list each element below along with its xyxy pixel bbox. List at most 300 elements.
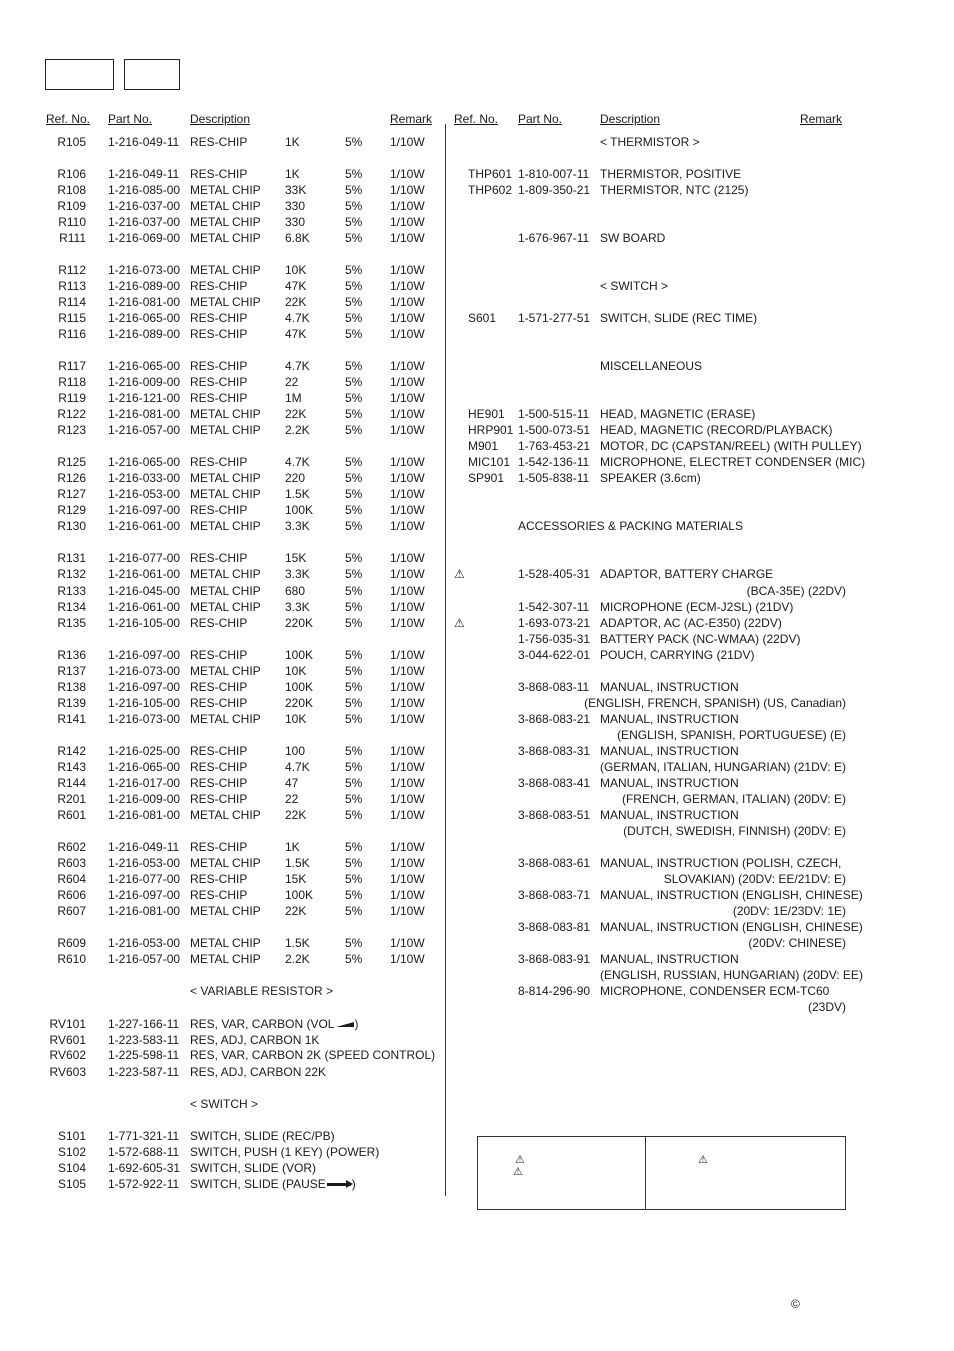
ref-no: R610: [57, 952, 86, 966]
description: [190, 583, 261, 599]
table-row: [46, 679, 446, 695]
table-row: [46, 807, 446, 823]
description: [190, 454, 247, 470]
table-row: [46, 791, 446, 807]
table-row: [454, 903, 846, 919]
description-tail: ): [354, 1017, 359, 1031]
left-header-desc: Description: [190, 112, 251, 126]
value: 47K: [285, 279, 307, 293]
wattage: 1/10W: [390, 904, 425, 918]
table-row: [454, 615, 846, 631]
tolerance: 5%: [345, 231, 363, 245]
wattage: 1/10W: [390, 487, 425, 501]
description-text: RES-CHIP: [190, 167, 248, 181]
table-row: [46, 1032, 446, 1048]
table-row: [46, 871, 446, 887]
table-row: [454, 823, 846, 839]
part-no: 1-216-081-00: [108, 904, 181, 918]
tolerance: 5%: [345, 600, 363, 614]
tolerance: 5%: [345, 311, 363, 325]
part-no: 1-216-049-11: [108, 840, 180, 854]
description: ADAPTOR, AC (AC-E350) (22DV): [600, 616, 782, 630]
part-no: 1-693-073-21: [518, 616, 591, 630]
value: 22: [285, 375, 299, 389]
wattage: 1/10W: [390, 551, 425, 565]
description: POUCH, CARRYING (21DV): [600, 648, 755, 662]
description-text: METAL CHIP: [190, 904, 261, 918]
table-row: [46, 294, 446, 310]
tolerance: 5%: [345, 567, 363, 581]
description: MANUAL, INSTRUCTION: [600, 808, 739, 822]
tolerance: 5%: [345, 407, 363, 421]
remark: (DUTCH, SWEDISH, FINNISH) (20DV: E): [623, 824, 846, 838]
table-row: [454, 855, 846, 871]
page-box: [124, 59, 180, 90]
ref-no: R604: [57, 872, 86, 886]
wattage: 1/10W: [390, 295, 425, 309]
tolerance: 5%: [345, 359, 363, 373]
ref-no: R115: [58, 311, 86, 325]
description: [190, 1032, 319, 1048]
table-row: [454, 679, 846, 695]
description-text: RES, ADJ, CARBON 22K: [190, 1065, 327, 1079]
part-no: 1-223-583-11: [108, 1033, 180, 1047]
tolerance: 5%: [345, 680, 363, 694]
ref-no: R106: [57, 167, 86, 181]
value: 3.3K: [285, 600, 310, 614]
ref-no: R109: [57, 199, 86, 213]
wattage: 1/10W: [390, 423, 425, 437]
value: 330: [285, 215, 306, 229]
description: ADAPTOR, BATTERY CHARGE: [600, 567, 774, 581]
description-text: RES-CHIP: [190, 391, 248, 405]
ref-no: RV603: [49, 1065, 86, 1079]
description: [190, 502, 247, 518]
part-no: 1-216-105-00: [108, 616, 181, 630]
description-tail: ): [351, 1177, 356, 1191]
description: MOTOR, DC (CAPSTAN/REEL) (WITH PULLEY): [600, 439, 862, 453]
section-heading: < VARIABLE RESISTOR >: [190, 984, 333, 998]
remark: (ENGLISH, FRENCH, SPANISH) (US, Canadian): [584, 696, 846, 710]
value: 4.7K: [285, 760, 310, 774]
table-row: [454, 935, 846, 951]
description: [190, 871, 247, 887]
wattage: 1/10W: [390, 279, 425, 293]
table-row: [454, 438, 862, 454]
table-row: [46, 278, 446, 294]
tolerance: 5%: [345, 199, 363, 213]
ref-no: R601: [57, 808, 86, 822]
table-row: [46, 550, 446, 566]
part-no: 1-216-009-00: [108, 792, 181, 806]
table-row: [454, 454, 866, 470]
table-row: [46, 406, 446, 422]
table-row: [46, 1064, 446, 1080]
description-text: SWITCH, SLIDE (VOR): [190, 1161, 317, 1175]
description: [190, 887, 247, 903]
ref-no: R118: [58, 375, 86, 389]
part-no: 1-216-073-00: [108, 664, 181, 678]
description: [190, 470, 261, 486]
part-no: 3-868-083-11: [518, 680, 590, 694]
ref-no: THP601: [468, 167, 513, 181]
part-no: 1-572-922-11: [108, 1177, 180, 1191]
copyright-symbol: ©: [791, 1297, 800, 1311]
tolerance: 5%: [345, 455, 363, 469]
table-row: [46, 502, 446, 518]
part-no: 3-868-083-61: [518, 856, 591, 870]
wattage: 1/10W: [390, 888, 425, 902]
ref-no: HRP901: [468, 423, 514, 437]
description: SPEAKER (3.6cm): [600, 471, 701, 485]
table-row: [46, 230, 446, 246]
description: [190, 550, 247, 566]
description-text: SWITCH, SLIDE (PAUSE: [190, 1177, 326, 1191]
table-row: [454, 278, 846, 294]
table-row: [46, 182, 446, 198]
description: [190, 566, 261, 582]
tolerance: 5%: [345, 952, 363, 966]
wattage: 1/10W: [390, 567, 425, 581]
wattage: 1/10W: [390, 455, 425, 469]
value: 3.3K: [285, 567, 310, 581]
ref-no: R123: [57, 423, 86, 437]
tolerance: 5%: [345, 616, 363, 630]
part-no: 1-216-097-00: [108, 888, 181, 902]
value: 15K: [285, 872, 307, 886]
part-no: 1-216-017-00: [108, 776, 181, 790]
value: 22K: [285, 407, 307, 421]
value: 10K: [285, 664, 307, 678]
table-row: [46, 887, 446, 903]
wattage: 1/10W: [390, 600, 425, 614]
value: 47K: [285, 327, 307, 341]
description-text: METAL CHIP: [190, 664, 261, 678]
tolerance: 5%: [345, 375, 363, 389]
wattage: 1/10W: [390, 680, 425, 694]
wattage: 1/10W: [390, 183, 425, 197]
ref-no: R139: [57, 696, 86, 710]
description-text: RES-CHIP: [190, 311, 248, 325]
part-no: 8-814-296-90: [518, 984, 591, 998]
description: [190, 855, 261, 871]
ref-no: SP901: [468, 471, 505, 485]
tolerance: 5%: [345, 295, 363, 309]
ref-no: R122: [57, 407, 86, 421]
tolerance: 5%: [345, 471, 363, 485]
table-row: [46, 566, 446, 582]
part-no: 1-528-405-31: [518, 567, 591, 581]
description: [190, 1160, 316, 1176]
description: [190, 294, 261, 310]
description: [190, 1176, 356, 1192]
description: MICROPHONE (ECM-J2SL) (21DV): [600, 600, 794, 614]
table-row: [454, 951, 846, 967]
part-no: 1-216-053-00: [108, 856, 181, 870]
part-no: 1-216-089-00: [108, 279, 181, 293]
wattage: 1/10W: [390, 808, 425, 822]
value: 15K: [285, 551, 307, 565]
description: HEAD, MAGNETIC (ERASE): [600, 407, 756, 421]
tolerance: 5%: [345, 327, 363, 341]
part-no: 1-223-587-11: [108, 1065, 180, 1079]
wattage: 1/10W: [390, 616, 425, 630]
part-no: 1-756-035-31: [518, 632, 591, 646]
value: 2.2K: [285, 952, 310, 966]
table-row: [46, 775, 446, 791]
part-no: 3-868-083-31: [518, 744, 591, 758]
description: [190, 230, 261, 246]
tolerance: 5%: [345, 936, 363, 950]
description-text: RES-CHIP: [190, 455, 248, 469]
description-text: METAL CHIP: [190, 584, 261, 598]
description: MANUAL, INSTRUCTION (ENGLISH, CHINESE): [600, 920, 863, 934]
remark: (20DV: 1E/23DV: 1E): [732, 904, 846, 918]
description: SWITCH, SLIDE (REC TIME): [600, 311, 758, 325]
value: 2.2K: [285, 423, 310, 437]
ref-no: R108: [57, 183, 86, 197]
part-no: 1-216-045-00: [108, 584, 181, 598]
value: 1.5K: [285, 936, 310, 950]
part-no: 1-216-065-00: [108, 311, 181, 325]
remark: (FRENCH, GERMAN, ITALIAN) (20DV: E): [621, 792, 846, 806]
table-row: [454, 711, 846, 727]
part-no: 1-216-049-11: [108, 167, 180, 181]
description: [190, 1128, 335, 1144]
wattage: 1/10W: [390, 359, 425, 373]
description-text: METAL CHIP: [190, 423, 261, 437]
description: [190, 1144, 379, 1160]
value: 22K: [285, 295, 307, 309]
table-row: [454, 999, 846, 1015]
table-row: [46, 326, 446, 342]
ref-no: R117: [58, 359, 86, 373]
table-row: [46, 470, 446, 486]
description-text: RES-CHIP: [190, 375, 248, 389]
description-text: METAL CHIP: [190, 600, 261, 614]
tolerance: 5%: [345, 135, 363, 149]
ref-no: R137: [57, 664, 86, 678]
value: 6.8K: [285, 231, 310, 245]
description-text: RES-CHIP: [190, 872, 248, 886]
ref-no: R110: [58, 215, 86, 229]
wattage: 1/10W: [390, 391, 425, 405]
description-text: METAL CHIP: [190, 471, 261, 485]
part-no: 3-044-622-01: [518, 648, 591, 662]
tolerance: 5%: [345, 215, 363, 229]
part-no: 1-763-453-21: [518, 439, 591, 453]
wattage: 1/10W: [390, 648, 425, 662]
value: 1.5K: [285, 487, 310, 501]
wattage: 1/10W: [390, 327, 425, 341]
ref-no: HE901: [468, 407, 505, 421]
table-row: [454, 631, 846, 647]
description: MICROPHONE, ELECTRET CONDENSER (MIC): [600, 455, 866, 469]
wattage: 1/10W: [390, 263, 425, 277]
table-row: [46, 166, 446, 182]
part-no: 1-505-838-11: [518, 471, 590, 485]
wattage: 1/10W: [390, 744, 425, 758]
description-text: METAL CHIP: [190, 183, 261, 197]
part-no: ACCESSORIES & PACKING MATERIALS: [518, 519, 743, 533]
wattage: 1/10W: [390, 840, 425, 854]
tolerance: 5%: [345, 648, 363, 662]
value: 100: [285, 744, 306, 758]
tolerance: 5%: [345, 872, 363, 886]
ref-no: THP602: [468, 183, 513, 197]
part-no: 1-216-121-00: [108, 391, 181, 405]
part-no: 1-216-053-00: [108, 487, 181, 501]
description-text: METAL CHIP: [190, 487, 261, 501]
ref-no: R609: [57, 936, 86, 950]
part-no: 1-216-061-00: [108, 519, 181, 533]
right-header-part: Part No.: [518, 112, 563, 126]
description: MANUAL, INSTRUCTION (ENGLISH, CHINESE): [600, 888, 863, 902]
table-row: [454, 807, 846, 823]
table-row: [454, 727, 846, 743]
wattage: 1/10W: [390, 760, 425, 774]
tolerance: 5%: [345, 167, 363, 181]
part-no: 1-216-081-00: [108, 808, 181, 822]
table-row: [46, 134, 446, 150]
table-row: [46, 903, 446, 919]
table-row: [46, 390, 446, 406]
part-no: 1-216-081-00: [108, 295, 181, 309]
section-heading: < SWITCH >: [190, 1097, 259, 1111]
description-text: RES, ADJ, CARBON 1K: [190, 1033, 320, 1047]
table-row: [46, 711, 446, 727]
ref-no: R136: [57, 648, 86, 662]
tolerance: 5%: [345, 487, 363, 501]
table-row: [46, 262, 446, 278]
wattage: 1/10W: [390, 215, 425, 229]
value: 4.7K: [285, 359, 310, 373]
right-header-ref: Ref. No.: [454, 112, 499, 126]
table-row: [454, 695, 846, 711]
description: MANUAL, INSTRUCTION: [600, 776, 739, 790]
value: 220K: [285, 696, 314, 710]
ref-no: R114: [58, 295, 86, 309]
part-no: 1-542-136-11: [518, 455, 590, 469]
description-text: METAL CHIP: [190, 936, 261, 950]
remark: (GERMAN, ITALIAN, HUNGARIAN) (21DV: E): [599, 760, 846, 774]
value: 1M: [285, 391, 302, 405]
value: 1.5K: [285, 856, 310, 870]
description-continued: (ENGLISH, RUSSIAN, HUNGARIAN) (20DV: EE): [600, 968, 863, 982]
warning-icon: ⚠: [454, 567, 465, 581]
table-row: [454, 566, 846, 582]
tolerance: 5%: [345, 423, 363, 437]
table-row: [46, 1176, 446, 1192]
ref-no: R143: [57, 760, 86, 774]
wattage: 1/10W: [390, 696, 425, 710]
ref-no: R201: [57, 792, 86, 806]
ref-no: R132: [57, 567, 86, 581]
description-text: METAL CHIP: [190, 199, 261, 213]
tolerance: 5%: [345, 551, 363, 565]
ref-no: R129: [57, 503, 86, 517]
table-row: [46, 599, 446, 615]
wattage: 1/10W: [390, 936, 425, 950]
value: 1K: [285, 135, 300, 149]
description: [190, 422, 261, 438]
ref-no: R116: [58, 327, 86, 341]
table-row: [46, 695, 446, 711]
value: 1K: [285, 840, 300, 854]
table-row: [46, 422, 446, 438]
table-row: [454, 743, 846, 759]
description-text: METAL CHIP: [190, 407, 261, 421]
remark: (23DV): [807, 1000, 846, 1014]
part-no: 1-771-321-11: [108, 1129, 180, 1143]
ref-no: R130: [57, 519, 86, 533]
value: 100K: [285, 648, 314, 662]
description-text: RES-CHIP: [190, 359, 248, 373]
description: [190, 695, 247, 711]
table-row: [46, 518, 446, 534]
table-row: [454, 983, 846, 999]
ref-no: S105: [57, 1177, 86, 1191]
table-row: [454, 182, 846, 198]
description: < SWITCH >: [600, 279, 669, 293]
right-header-desc: Description: [600, 112, 661, 126]
left-header-part: Part No.: [108, 112, 153, 126]
ref-no: R607: [57, 904, 86, 918]
table-row: [46, 358, 446, 374]
description-text: RES-CHIP: [190, 744, 248, 758]
description: [190, 198, 261, 214]
part-no: 3-868-083-51: [518, 808, 591, 822]
ref-no: S601: [468, 311, 497, 325]
description: MANUAL, INSTRUCTION: [600, 952, 739, 966]
description: BATTERY PACK (NC-WMAA) (22DV): [600, 632, 801, 646]
ref-no: R138: [57, 680, 86, 694]
ref-no: R144: [57, 776, 86, 790]
ref-no: R125: [57, 455, 86, 469]
description: [190, 326, 247, 342]
pause-arrow-icon: [327, 1183, 351, 1186]
table-row: [46, 454, 446, 470]
warning-icon: ⚠: [513, 1166, 523, 1178]
table-row: [454, 599, 846, 615]
description: [190, 807, 261, 823]
description-text: METAL CHIP: [190, 231, 261, 245]
description: [190, 1016, 358, 1032]
wattage: 1/10W: [390, 503, 425, 517]
ref-no: RV602: [49, 1048, 86, 1062]
wattage: 1/10W: [390, 856, 425, 870]
description: [190, 374, 247, 390]
description: [190, 182, 261, 198]
part-no: 1-216-061-00: [108, 600, 181, 614]
description: [190, 358, 247, 374]
part-no: 1-542-307-11: [518, 600, 590, 614]
description-text: METAL CHIP: [190, 519, 261, 533]
description: [190, 679, 247, 695]
description: [190, 663, 261, 679]
description: HEAD, MAGNETIC (RECORD/PLAYBACK): [600, 423, 833, 437]
value: 22: [285, 792, 299, 806]
tolerance: 5%: [345, 760, 363, 774]
value: 220: [285, 471, 306, 485]
table-row: [46, 743, 446, 759]
tolerance: 5%: [345, 776, 363, 790]
warning-icon: ⚠: [515, 1154, 525, 1166]
description: [190, 262, 261, 278]
description-text: SWITCH, PUSH (1 KEY) (POWER): [190, 1145, 380, 1159]
part-no: 1-676-967-11: [518, 231, 590, 245]
description: [190, 486, 261, 502]
